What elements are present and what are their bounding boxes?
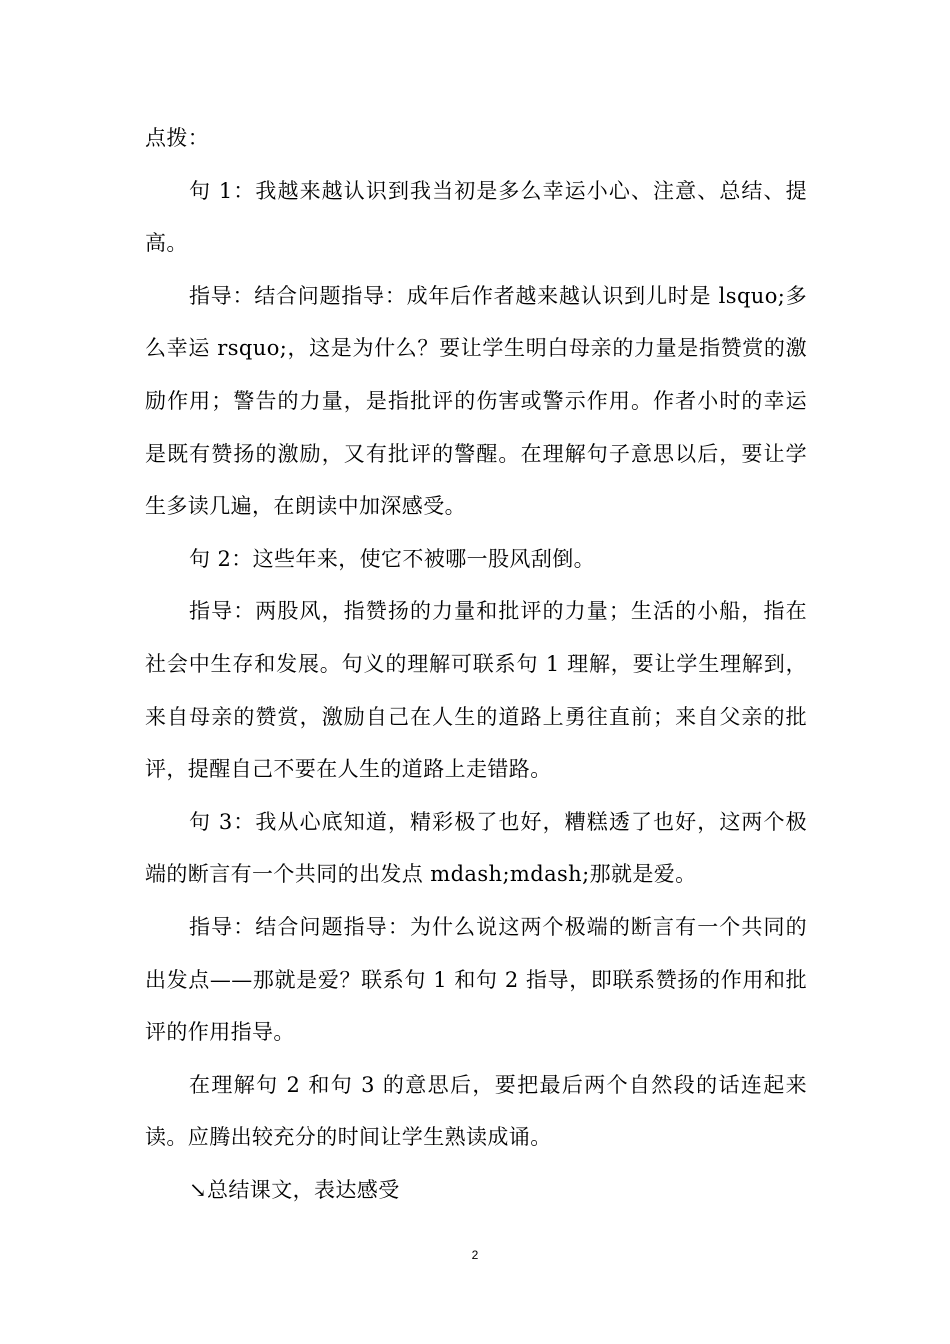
paragraph-reading-practice: 在理解句 2 和句 3 的意思后，要把最后两个自然段的话连起来读。应腾出较充分的时间让学生熟读成诵。 [145,1072,807,1150]
paragraph-guidance-3: 指导：结合问题指导：为什么说这两个极端的断言有一个共同的出发点——那就是爱？联系句 1 和句 2 指导，即联系赞扬的作用和批评的作用指导。 [145,914,807,1045]
document-body [145,112,807,1216]
paragraph-guidance-1: 指导：结合问题指导：成年后作者越来越认识到儿时是 lsquo;多么幸运 rsquo;，这是为什么？要让学生明白母亲的力量是指赞赏的激励作用；警告的力量，是指批评的伤害或警示作用。作者小时的幸运是既有赞扬的激励，又有批评的警醒。在理解句子意思以后，要让学生多读几遍，在朗读中加深感受。 [145,283,807,519]
paragraph-summary-heading: ↘总结课文，表达感受 [189,1177,400,1202]
paragraph-sentence-3: 句 3：我从心底知道，精彩极了也好，糟糕透了也好，这两个极端的断言有一个共同的出发点 mdash;mdash;那就是爱。 [145,809,807,887]
paragraph-guidance-2: 指导：两股风，指赞扬的力量和批评的力量；生活的小船，指在社会中生存和发展。句义的理解可联系句 1 理解，要让学生理解到，来自母亲的赞赏，激励自己在人生的道路上勇往直前；来自父亲的批评，提醒自己不要在人生的道路上走错路。 [145,599,807,782]
paragraph-sentence-2: 句 2：这些年来，使它不被哪一股风刮倒。 [189,546,596,571]
paragraph-sentence-1: 句 1：我越来越认识到我当初是多么幸运小心、注意、总结、提高。 [145,178,807,256]
paragraph-dianbo: 点拨： [145,126,210,150]
page-number: 2 [471,1248,479,1262]
